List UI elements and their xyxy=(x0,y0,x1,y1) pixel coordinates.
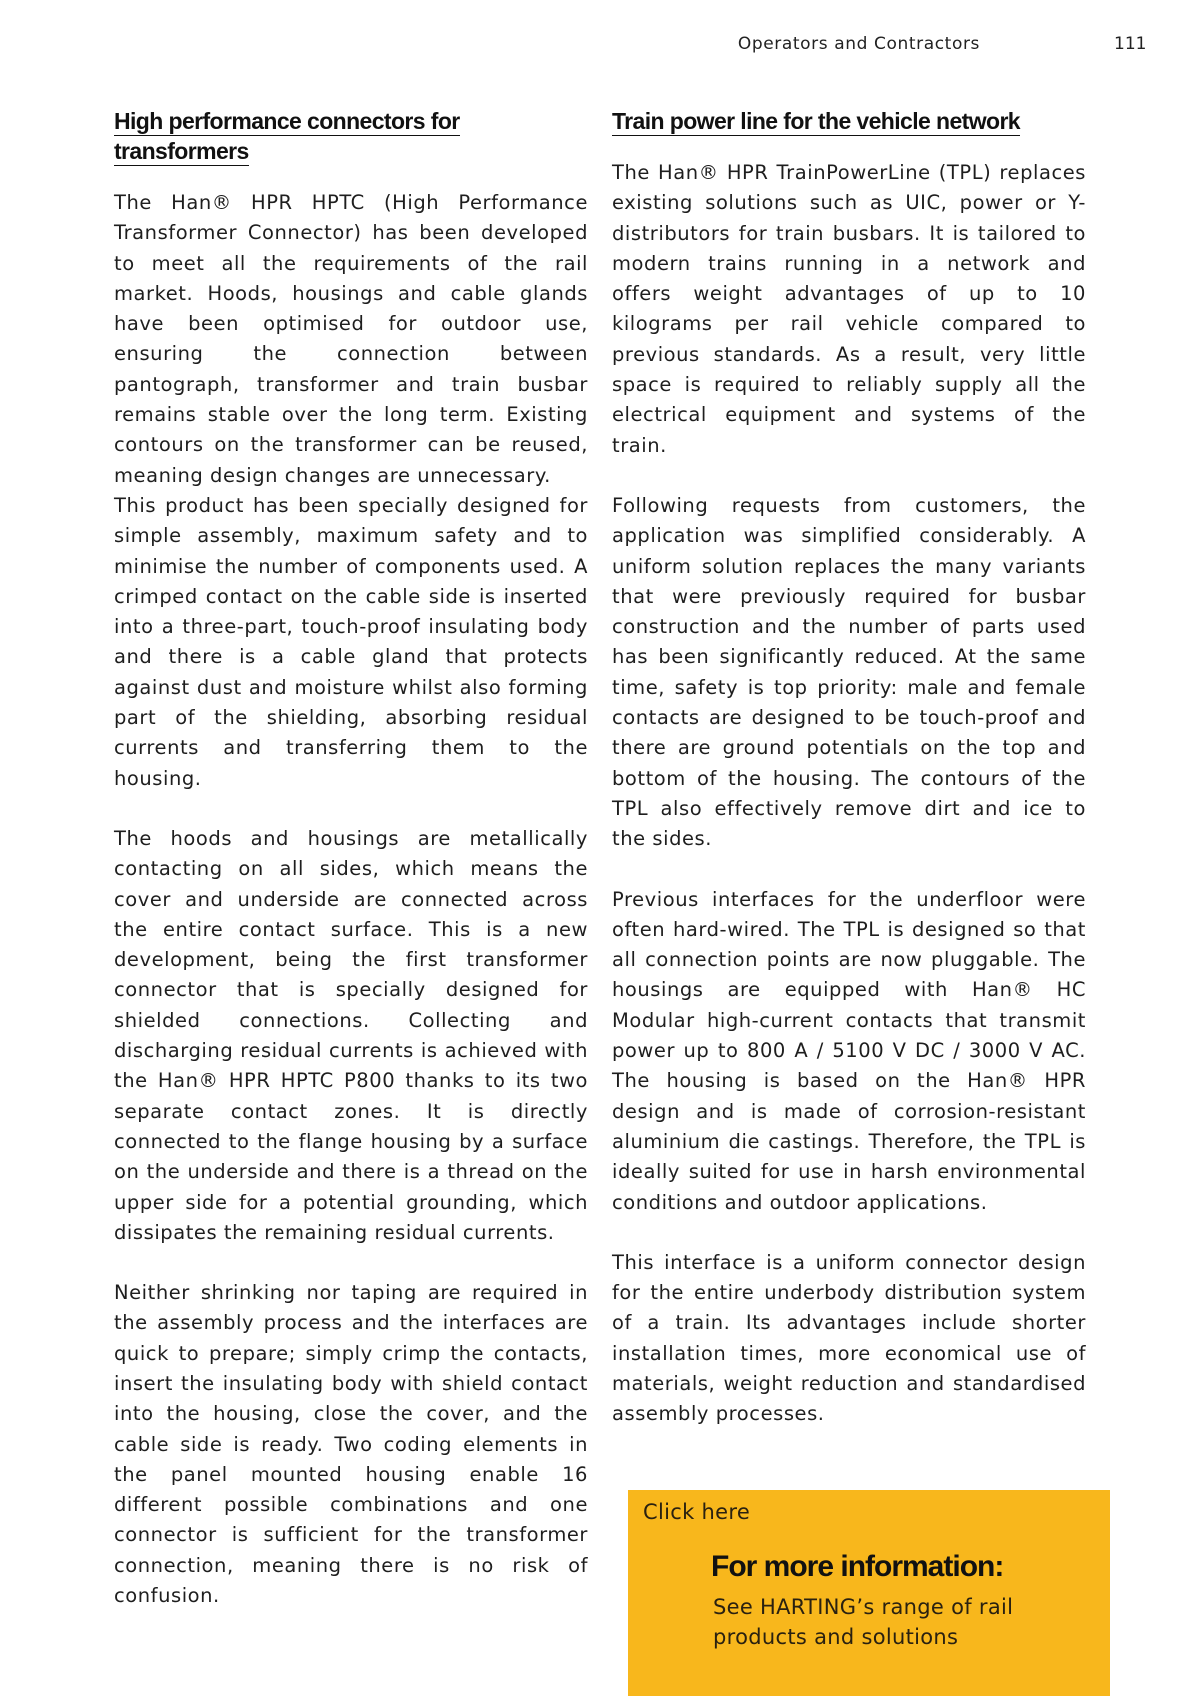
paragraph: The hoods and housings are metallically contacting on all sides, which means the cover and underside are connected across the entire contact surface. This is a new development, being the first transformer connector that is specially designed for shielded connections. Collecting and discharging residual currents is achieved with the Han® HPR HPTC P800 thanks to its two separate contact zones. It is directly connected to the flange housing by a surface on the underside and there is a thread on the upper side for a potential grounding, which dissipates the remaining residual currents. xyxy=(114,826,588,1244)
page-header xyxy=(0,34,1200,58)
info-title: For more information: xyxy=(711,1550,1004,1583)
section-title: Operators and Contractors xyxy=(737,34,980,54)
paragraph: Previous interfaces for the underfloor were often hard-wired. The TPL is designed so that all connection points are now pluggable. The housings are equipped with Han® HC Modular high-current contacts that transmit power up to 800 A / 5100 V DC / 3000 V AC. The housing is based on the Han® HPR design and is made of corrosion-resistant aluminium die castings. Therefore, the TPL is ideally suited for use in harsh environmental conditions and outdoor applications. xyxy=(612,887,1086,1214)
right-heading: Train power line for the vehicle network xyxy=(612,108,1020,134)
paragraph: Neither shrinking nor taping are required in the assembly process and the interfaces are quick to prepare; simply crimp the contacts, insert the insulating body with shield contact into the housing, close the cover, and the cable side is ready. Two coding elements in the panel mounted housing enable 16 different possible combinations and one connector is sufficient for the transformer connection, meaning there is no risk of confusion. xyxy=(114,1281,588,1608)
paragraph: This product has been specially designed for simple assembly, maximum safety and to minimise the number of components used. A crimped contact on the cable side is inserted into a three-part, touch-proof insulating body and there is a cable gland that protects against dust and moisture whilst also forming part of the shielding, absorbing residual currents and transferring them to the housing. xyxy=(114,493,588,790)
more-info-link-box[interactable] xyxy=(628,1490,1110,1696)
paragraph: The Han® HPR TrainPowerLine (TPL) replaces existing solutions such as UIC, power or Y-distributors for train busbars. It is tailored to modern trains running in a network and offers weight advantages of up to 10 kilograms per rail vehicle compared to previous standards. As a result, very little space is required to reliably supply all the electrical equipment and systems of the train. xyxy=(612,161,1086,457)
paragraph: Following requests from customers, the application was simplified considerably. A uniform solution replaces the many variants that were previously required for busbar construction and the number of parts used has been significantly reduced. At the same time, safety is top priority: male and female contacts are designed to be touch-proof and there are ground potentials on the top and bottom of the housing. The contours of the TPL also effectively remove dirt and ice to the sides. xyxy=(612,493,1086,851)
right-column xyxy=(612,106,1086,1460)
paragraph: The Han® HPR HPTC (High Performance Transformer Connector) has been developed to meet all the requirements of the rail market. Hoods, housings and cable glands have been optimised for outdoor use, ensuring the connection between pantograph, transformer and train busbar remains stable over the long term. Existing contours on the transformer can be reused, meaning design changes are unnecessary. xyxy=(114,191,588,487)
page-number: 111 xyxy=(1114,34,1147,54)
left-column xyxy=(114,106,588,1641)
paragraph: This interface is a uniform connector design for the entire underbody distribution system of a train. Its advantages include shorter installation times, more economical use of materials, weight reduction and standardised assembly processes. xyxy=(612,1250,1086,1426)
click-here-link[interactable]: Click here xyxy=(643,1500,751,1524)
left-heading: High performance connectors for transformers xyxy=(114,108,460,164)
info-subtitle: See HARTING’s range of rail products and solutions xyxy=(713,1595,1014,1649)
